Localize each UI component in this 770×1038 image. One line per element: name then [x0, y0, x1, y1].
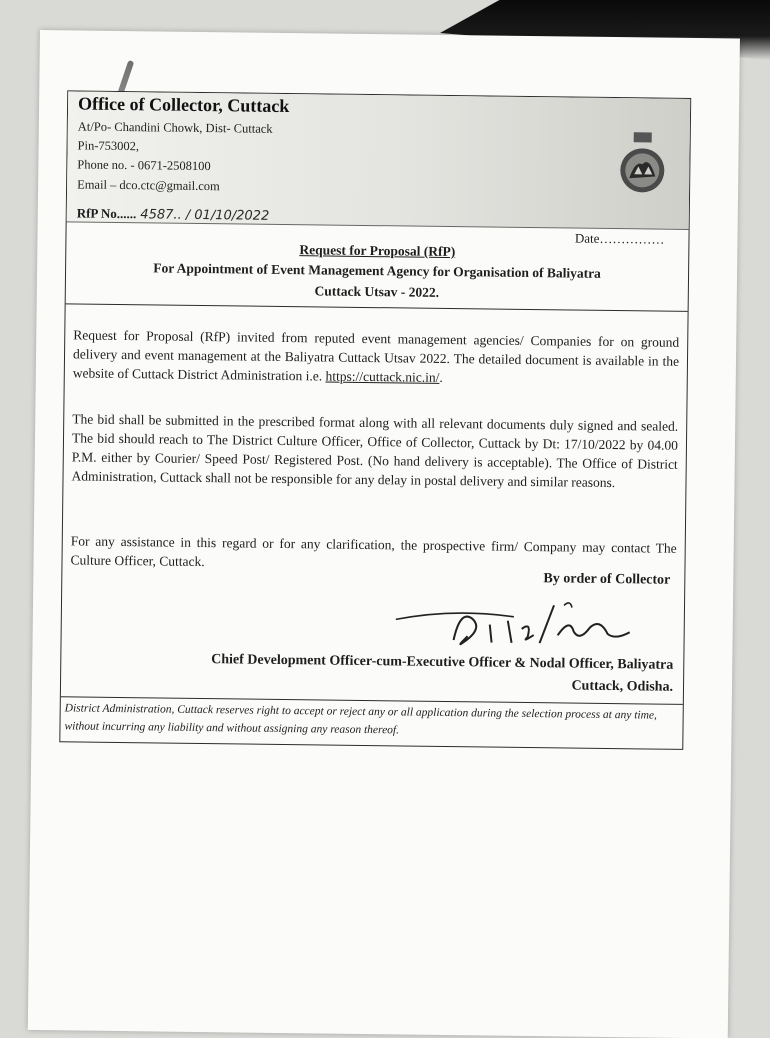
- email-address: Email – dco.ctc@gmail.com: [77, 177, 220, 194]
- rfp-heading: Request for Proposal (RfP): [299, 242, 456, 260]
- by-order-label: By order of Collector: [543, 571, 671, 588]
- letterhead: [67, 91, 691, 230]
- designation-line2: Cuttack, Odisha.: [571, 678, 674, 695]
- rfp-number-handwritten: 4587.. / 01/10/2022: [140, 207, 270, 224]
- rfp-title-block: [66, 239, 689, 312]
- disclaimer: District Administration, Cuttack reserves right to accept or reject any or all application during the selection process at any time, without incurring any liability and without assigning any reason thereof.: [60, 696, 682, 745]
- odisha-emblem-icon: [611, 130, 674, 197]
- rfp-number: [77, 205, 270, 223]
- website-link[interactable]: https://cuttack.nic.in/: [325, 368, 440, 385]
- paragraph-invitation: [73, 325, 680, 389]
- designation-line1: Chief Development Officer-cum-Executive Officer & Nodal Officer, Baliyatra: [211, 652, 674, 673]
- paragraph-invitation-text: Request for Proposal (RfP) invited from reputed event management agencies/ Companies for on ground delivery and event management at the Baliyatra Cuttack Utsav 2022. The detailed document is available in the website of Cuttack District Administration i.e.: [72, 327, 680, 384]
- rfp-number-label: RfP No......: [76, 205, 137, 222]
- date-label: Date……………: [574, 230, 665, 247]
- rfp-subtitle-line1: For Appointment of Event Management Agency for Organisation of Baliyatra: [153, 260, 601, 281]
- handwritten-signature: [393, 589, 634, 654]
- rfp-subtitle-line2: Cuttack Utsav - 2022.: [314, 283, 440, 300]
- pin-code: Pin-753002,: [77, 138, 140, 154]
- notice-frame: [59, 90, 691, 750]
- paragraph-submission: The bid shall be submitted in the prescribed format along with all relevant documents duly signed and sealed. The bid should reach to The District Culture Officer, Office of Collector, Cuttack by Dt: 17/10/2022 by 04.00 P.M. either by Courier/ Speed Post/ Registered Post. (No hand delivery is acceptable). The Office of District Administration, Cuttack shall not be responsible for any delay in postal delivery and similar reasons.: [71, 411, 679, 491]
- document-page: [28, 30, 740, 1038]
- paragraph-assistance: For any assistance in this regard or for any clarification, the prospective firm/ Company may contact The Culture Officer, Cuttack.: [70, 533, 677, 570]
- phone-number: Phone no. - 0671-2508100: [77, 157, 211, 174]
- signatory-designation: [113, 648, 673, 699]
- paragraph-invitation-end: .: [439, 369, 443, 385]
- office-title: Office of Collector, Cuttack: [77, 93, 290, 117]
- address-line: At/Po- Chandini Chowk, Dist- Cuttack: [77, 119, 273, 136]
